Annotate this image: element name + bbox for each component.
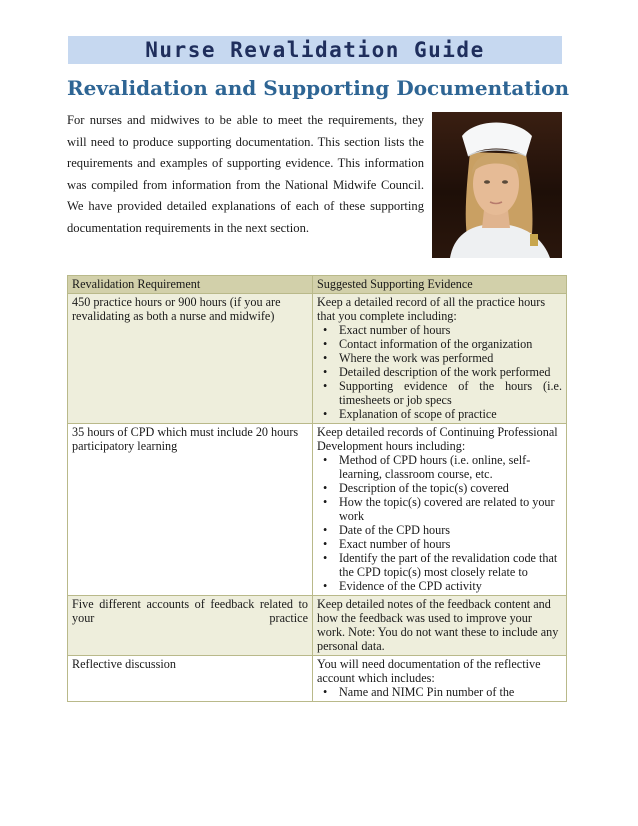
nurse-photo <box>432 112 562 258</box>
list-item: • How the topic(s) covered are related to your work <box>339 495 562 523</box>
intro-paragraph: For nurses and midwives to be able to meet the requirements, they will need to produce supporting documentation. This section lists the requirements and examples of supporting evidence. This information was compiled from information from the National Midwife Council. We have provided detailed explanations of each of these supporting documentation requirements in the next section. <box>67 113 424 235</box>
evidence-cell <box>313 596 567 656</box>
list-item: • Detailed description of the work performed <box>339 365 562 379</box>
evidence-intro: Keep detailed records of Continuing Professional Development hours including: <box>317 425 558 453</box>
evidence-intro: Keep detailed notes of the feedback content and how the feedback was used to improve your work. Note: You do not want these to include any personal data. <box>317 597 559 653</box>
list-item: • Contact information of the organization <box>339 337 562 351</box>
table-header-row <box>68 276 567 294</box>
table-row <box>68 424 567 596</box>
evidence-cell <box>313 656 567 702</box>
list-item: • Exact number of hours <box>339 323 562 337</box>
list-item: • Evidence of the CPD activity <box>339 579 562 593</box>
header-requirement: Revalidation Requirement <box>68 276 313 294</box>
list-item: • Description of the topic(s) covered <box>339 481 562 495</box>
requirement-text: Five different accounts of feedback related to your practice <box>72 597 308 625</box>
section-heading: Revalidation and Supporting Documentation <box>67 76 570 100</box>
evidence-cell <box>313 294 567 424</box>
list-item: • Identify the part of the revalidation code that the CPD topic(s) most closely relate to <box>339 551 562 579</box>
evidence-intro: Keep a detailed record of all the practice hours that you complete including: <box>317 295 546 323</box>
requirement-cell <box>68 596 313 656</box>
evidence-intro: You will need documentation of the reflective account which includes: <box>317 657 541 685</box>
list-item: • Method of CPD hours (i.e. online, self-learning, classroom course, etc. <box>339 453 562 481</box>
requirement-cell: 35 hours of CPD which must include 20 hours participatory learning <box>68 424 313 596</box>
guide-banner <box>68 36 562 64</box>
list-item: • Where the work was performed <box>339 351 562 365</box>
evidence-list <box>317 323 562 421</box>
requirement-cell: 450 practice hours or 900 hours (if you are revalidating as both a nurse and midwife) <box>68 294 313 424</box>
list-item: • Name and NIMC Pin number of the <box>339 685 562 699</box>
evidence-cell <box>313 424 567 596</box>
table-row <box>68 294 567 424</box>
list-item: • Exact number of hours <box>339 537 562 551</box>
header-evidence: Suggested Supporting Evidence <box>313 276 567 294</box>
requirements-table <box>67 275 567 702</box>
evidence-list <box>317 685 562 699</box>
evidence-list <box>317 453 562 593</box>
list-item: • Date of the CPD hours <box>339 523 562 537</box>
list-item: • Supporting evidence of the hours (i.e. timesheets or job specs <box>339 379 562 407</box>
banner-title: Nurse Revalidation Guide <box>145 38 485 62</box>
table-row <box>68 656 567 702</box>
list-item: • Explanation of scope of practice <box>339 407 562 421</box>
requirement-cell: Reflective discussion <box>68 656 313 702</box>
table-row <box>68 596 567 656</box>
